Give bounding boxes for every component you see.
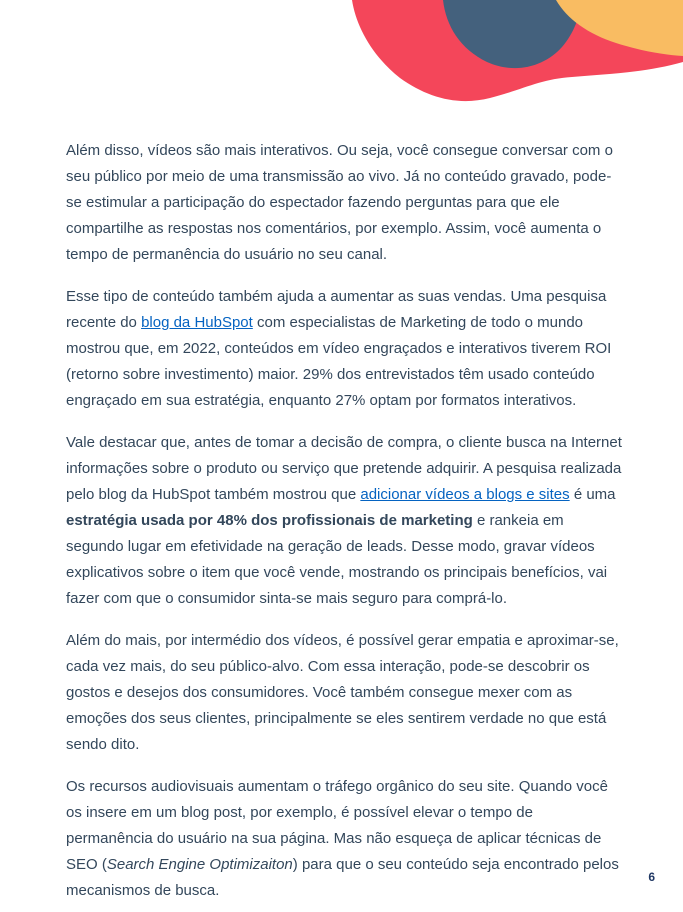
paragraphs	[66, 138, 622, 904]
text-segment: com especialistas de Marketing de todo o mundo mostrou que, em 2022, conteúdos em vídeo engraçados e interativos tiverem ROI (retorno sobre investimento) maior. 29% dos entrevistados têm usado conteúdo engraçado em sua estratégia, enquanto 27% optam por formatos interativos.	[66, 314, 612, 409]
text-segment: é uma	[569, 486, 616, 503]
decorative-blob-graphic	[0, 0, 683, 120]
paragraph	[66, 430, 622, 612]
text-segment: Os recursos audiovisuais aumentam o tráfego orgânico do seu site. Quando você os insere em um blog post, por exemplo, é possível elevar o tempo de permanência do usuário na sua página. Mas não esqueça de aplicar técnicas de SEO (	[66, 778, 608, 873]
body-text-column	[66, 138, 622, 912]
text-segment: Além do mais, por intermédio dos vídeos, é possível gerar empatia e aproximar-se, cada vez mais, do seu público-alvo. Com essa interação, pode-se descobrir os gostos e desejos dos consumidores. Você também consegue mexer com as emoções dos seus clientes, principalmente se eles sentirem verdade no que está sendo dito.	[66, 632, 619, 753]
text-segment: Vale destacar que, antes de tomar a decisão de compra, o cliente busca na Internet informações sobre o produto ou serviço que pretende adquirir. A pesquisa realizada pelo blog da HubSpot também mostrou que	[66, 434, 622, 503]
text-segment: e rankeia em segundo lugar em efetividade na geração de leads. Desse modo, gravar vídeos explicativos sobre o item que você vende, mostrando os principais benefícios, vai fazer com que o consumidor sinta-se mais seguro para comprá-lo.	[66, 512, 608, 607]
inline-link[interactable]: blog da HubSpot	[141, 314, 253, 331]
text-segment: Search Engine Optimizaiton	[106, 856, 293, 873]
blob-slate-shape	[443, 0, 582, 68]
inline-link[interactable]: adicionar vídeos a blogs e sites	[360, 486, 570, 503]
text-segment: ) para que o seu conteúdo seja encontrado pelos mecanismos de busca.	[66, 856, 619, 899]
text-segment: Além disso, vídeos são mais interativos. Ou seja, você consegue conversar com o seu público por meio de uma transmissão ao vivo. Já no conteúdo gravado, pode-se estimular a participação do espectador fazendo perguntas para que ele compartilhe as respostas nos comentários, por exemplo. Assim, você aumenta o tempo de permanência do usuário no seu canal.	[66, 142, 613, 263]
paragraph	[66, 138, 622, 268]
text-segment: estratégia usada por 48% dos profissionais de marketing	[66, 512, 473, 529]
paragraph	[66, 628, 622, 758]
paragraph	[66, 284, 622, 414]
text-segment: Esse tipo de conteúdo também ajuda a aumentar as suas vendas. Uma pesquisa recente do	[66, 288, 607, 331]
blob-red-wave	[352, 0, 683, 101]
paragraph	[66, 774, 622, 904]
page-number: 6	[648, 870, 655, 884]
blob-yellow-corner	[556, 0, 683, 56]
